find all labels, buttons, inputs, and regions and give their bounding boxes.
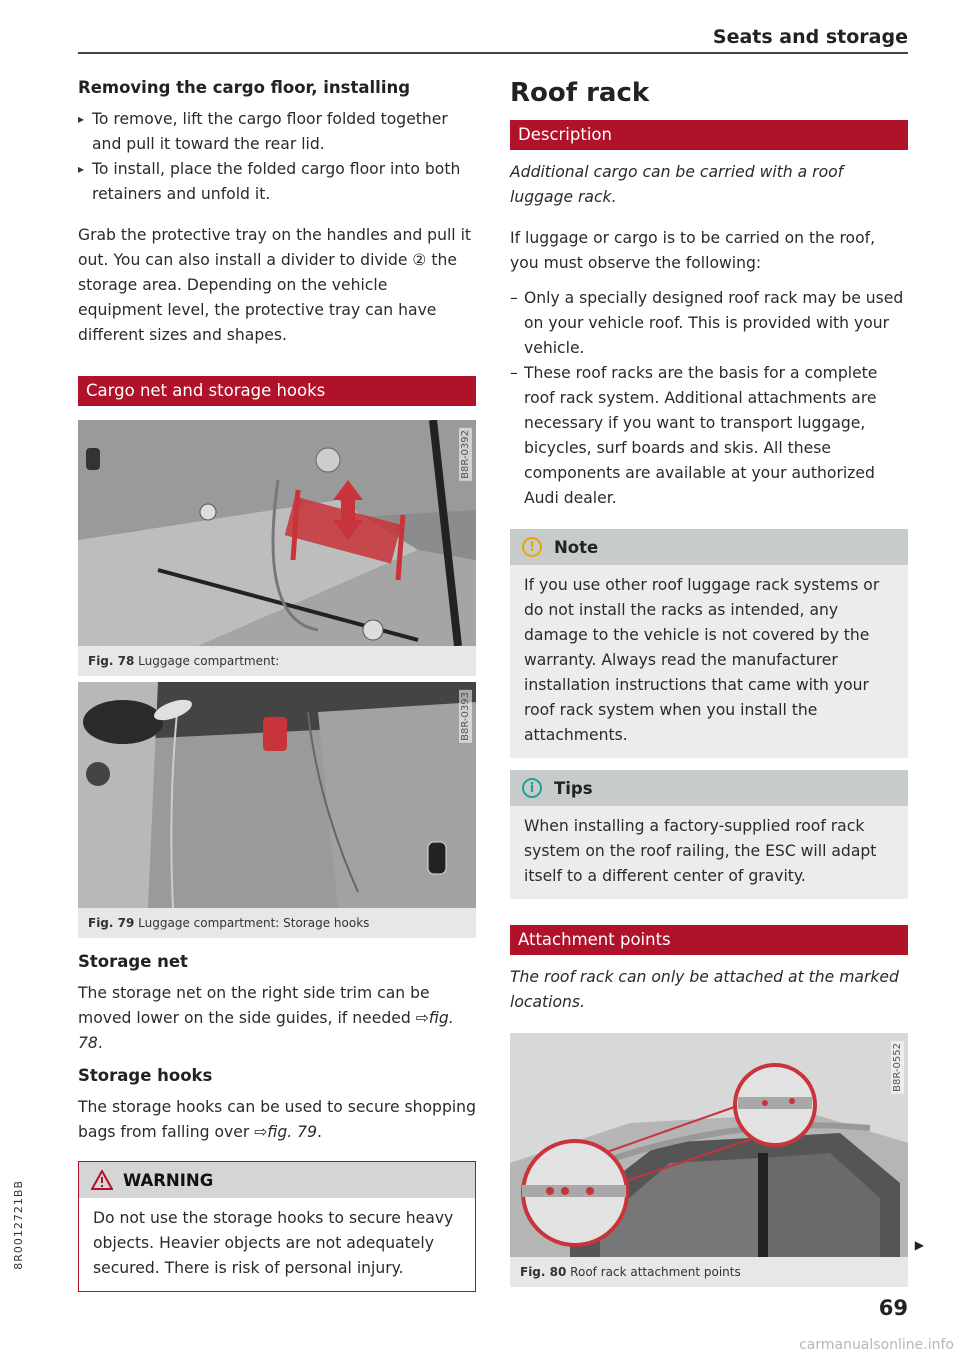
storage-net-title: Storage net (78, 952, 188, 971)
note-box (510, 529, 908, 758)
figure-80-number: Fig. 80 (520, 1265, 567, 1279)
tips-header (510, 770, 908, 806)
attachment-intro: The roof rack can only be attached at the marked locations. (510, 968, 899, 1011)
continue-arrow-icon[interactable]: ▶ (914, 1238, 924, 1252)
description-paragraph: If luggage or cargo is to be carried on the roof, you must observe the following: (510, 229, 876, 272)
storage-net-text (78, 981, 476, 1056)
figure-80-caption (510, 1257, 908, 1287)
document-code: 8R0012721BB (12, 1180, 25, 1270)
warning-text: Do not use the storage hooks to secure heavy objects. Heavier objects are not adequately secured. There is risk of personal injury. (93, 1209, 454, 1277)
figure-79-caption (78, 908, 476, 938)
note-exclamation-icon: ! (522, 537, 542, 557)
tips-body (510, 806, 908, 899)
tips-title: Tips (554, 778, 593, 798)
header-rule (78, 52, 908, 54)
description-intro: Additional cargo can be carried with a roof luggage rack. (510, 163, 844, 206)
cargo-net-heading: Cargo net and storage hooks (78, 376, 476, 406)
removing-cargo-floor-title: Removing the cargo floor, installing (78, 78, 411, 97)
section-title: Seats and storage (712, 26, 908, 48)
roof-rack-title: Roof rack (510, 78, 650, 108)
figure-79 (78, 682, 476, 938)
figure-80 (510, 1033, 908, 1287)
luggage-compartment-image (78, 420, 476, 646)
ref-arrow-icon: ⇨ (415, 1009, 429, 1027)
removing-step-1: ▸ To remove, lift the cargo floor folded together and pull it toward the rear lid. (78, 107, 476, 157)
figure-80-caption-text: Roof rack attachment points (570, 1265, 741, 1279)
watermark: carmanualsonline.info (799, 1337, 954, 1353)
description-item-2: – These roof racks are the basis for a complete roof rack system. Additional attachments are necessary if you want to transport luggage, bicycles, surf boards and skis. All these components are available at your authorized Audi dealer. (510, 361, 908, 511)
storage-net-ref[interactable]: ⇨fig. 78. (78, 1009, 454, 1052)
storage-hooks-illustration (78, 682, 476, 908)
storage-net-body: The storage net on the right side trim can be moved lower on the side guides, if needed (78, 984, 430, 1027)
description-item-1: – Only a specially designed roof rack may be used on your vehicle roof. This is provided with your vehicle. (510, 286, 908, 361)
storage-hooks-body: The storage hooks can be used to secure shopping bags from falling over (78, 1098, 476, 1141)
right-column (510, 74, 908, 1287)
protective-tray-paragraph: Grab the protective tray on the handles and pull it out. You can also install a divider to divide ② the storage area. Depending on the vehicle equipment level, the protective tray can have different sizes and shapes. (78, 226, 472, 344)
attachment-points-heading: Attachment points (510, 925, 908, 955)
figure-79-number: Fig. 79 (88, 916, 135, 930)
tips-box (510, 770, 908, 899)
luggage-compartment-illustration (78, 420, 476, 646)
removing-steps (78, 107, 476, 207)
figure-79-caption-text: Luggage compartment: Storage hooks (138, 916, 370, 930)
tips-text: When installing a factory-supplied roof rack system on the roof railing, the ESC will adapt itself to a different center of gravity. (524, 817, 877, 885)
warning-body (79, 1198, 475, 1291)
storage-hooks-ref[interactable]: ⇨fig. 79. (254, 1123, 322, 1141)
note-text: If you use other roof luggage rack systems or do not install the racks as intended, any damage to the vehicle is not covered by the warranty. Always read the manufacturer installation instructions that came with your roof rack system when you install the attachments. (524, 576, 880, 744)
storage-net-ref-label: fig. 78 (78, 1009, 454, 1052)
warning-header (79, 1162, 475, 1198)
warning-triangle-icon (91, 1170, 113, 1190)
storage-hooks-text (78, 1095, 476, 1145)
figure-79-code: B8R-0393 (460, 692, 471, 741)
description-list (510, 286, 908, 511)
removing-step-2: ▸ To install, place the folded cargo floor into both retainers and unfold it. (78, 157, 476, 207)
note-header (510, 529, 908, 565)
figure-78-caption (78, 646, 476, 676)
figure-78-number: Fig. 78 (88, 654, 135, 668)
storage-hooks-title: Storage hooks (78, 1066, 213, 1085)
figure-78-caption-text: Luggage compartment: (138, 654, 280, 668)
left-column (78, 74, 476, 1292)
roof-rack-illustration (510, 1033, 908, 1257)
tips-info-icon: i (522, 778, 542, 798)
warning-box (78, 1161, 476, 1292)
description-heading: Description (510, 120, 908, 150)
figure-78 (78, 420, 476, 676)
storage-hooks-image (78, 682, 476, 908)
roof-rack-image (510, 1033, 908, 1257)
storage-hooks-ref-label: fig. 79 (267, 1123, 318, 1141)
page-number: 69 (878, 1296, 908, 1320)
note-body (510, 565, 908, 758)
note-title: Note (554, 537, 599, 557)
figure-80-code: B8R-0552 (892, 1043, 903, 1092)
warning-title: WARNING (123, 1170, 214, 1190)
figure-78-code: B8R-0392 (460, 430, 471, 479)
ref-arrow-icon: ⇨ (254, 1123, 268, 1141)
